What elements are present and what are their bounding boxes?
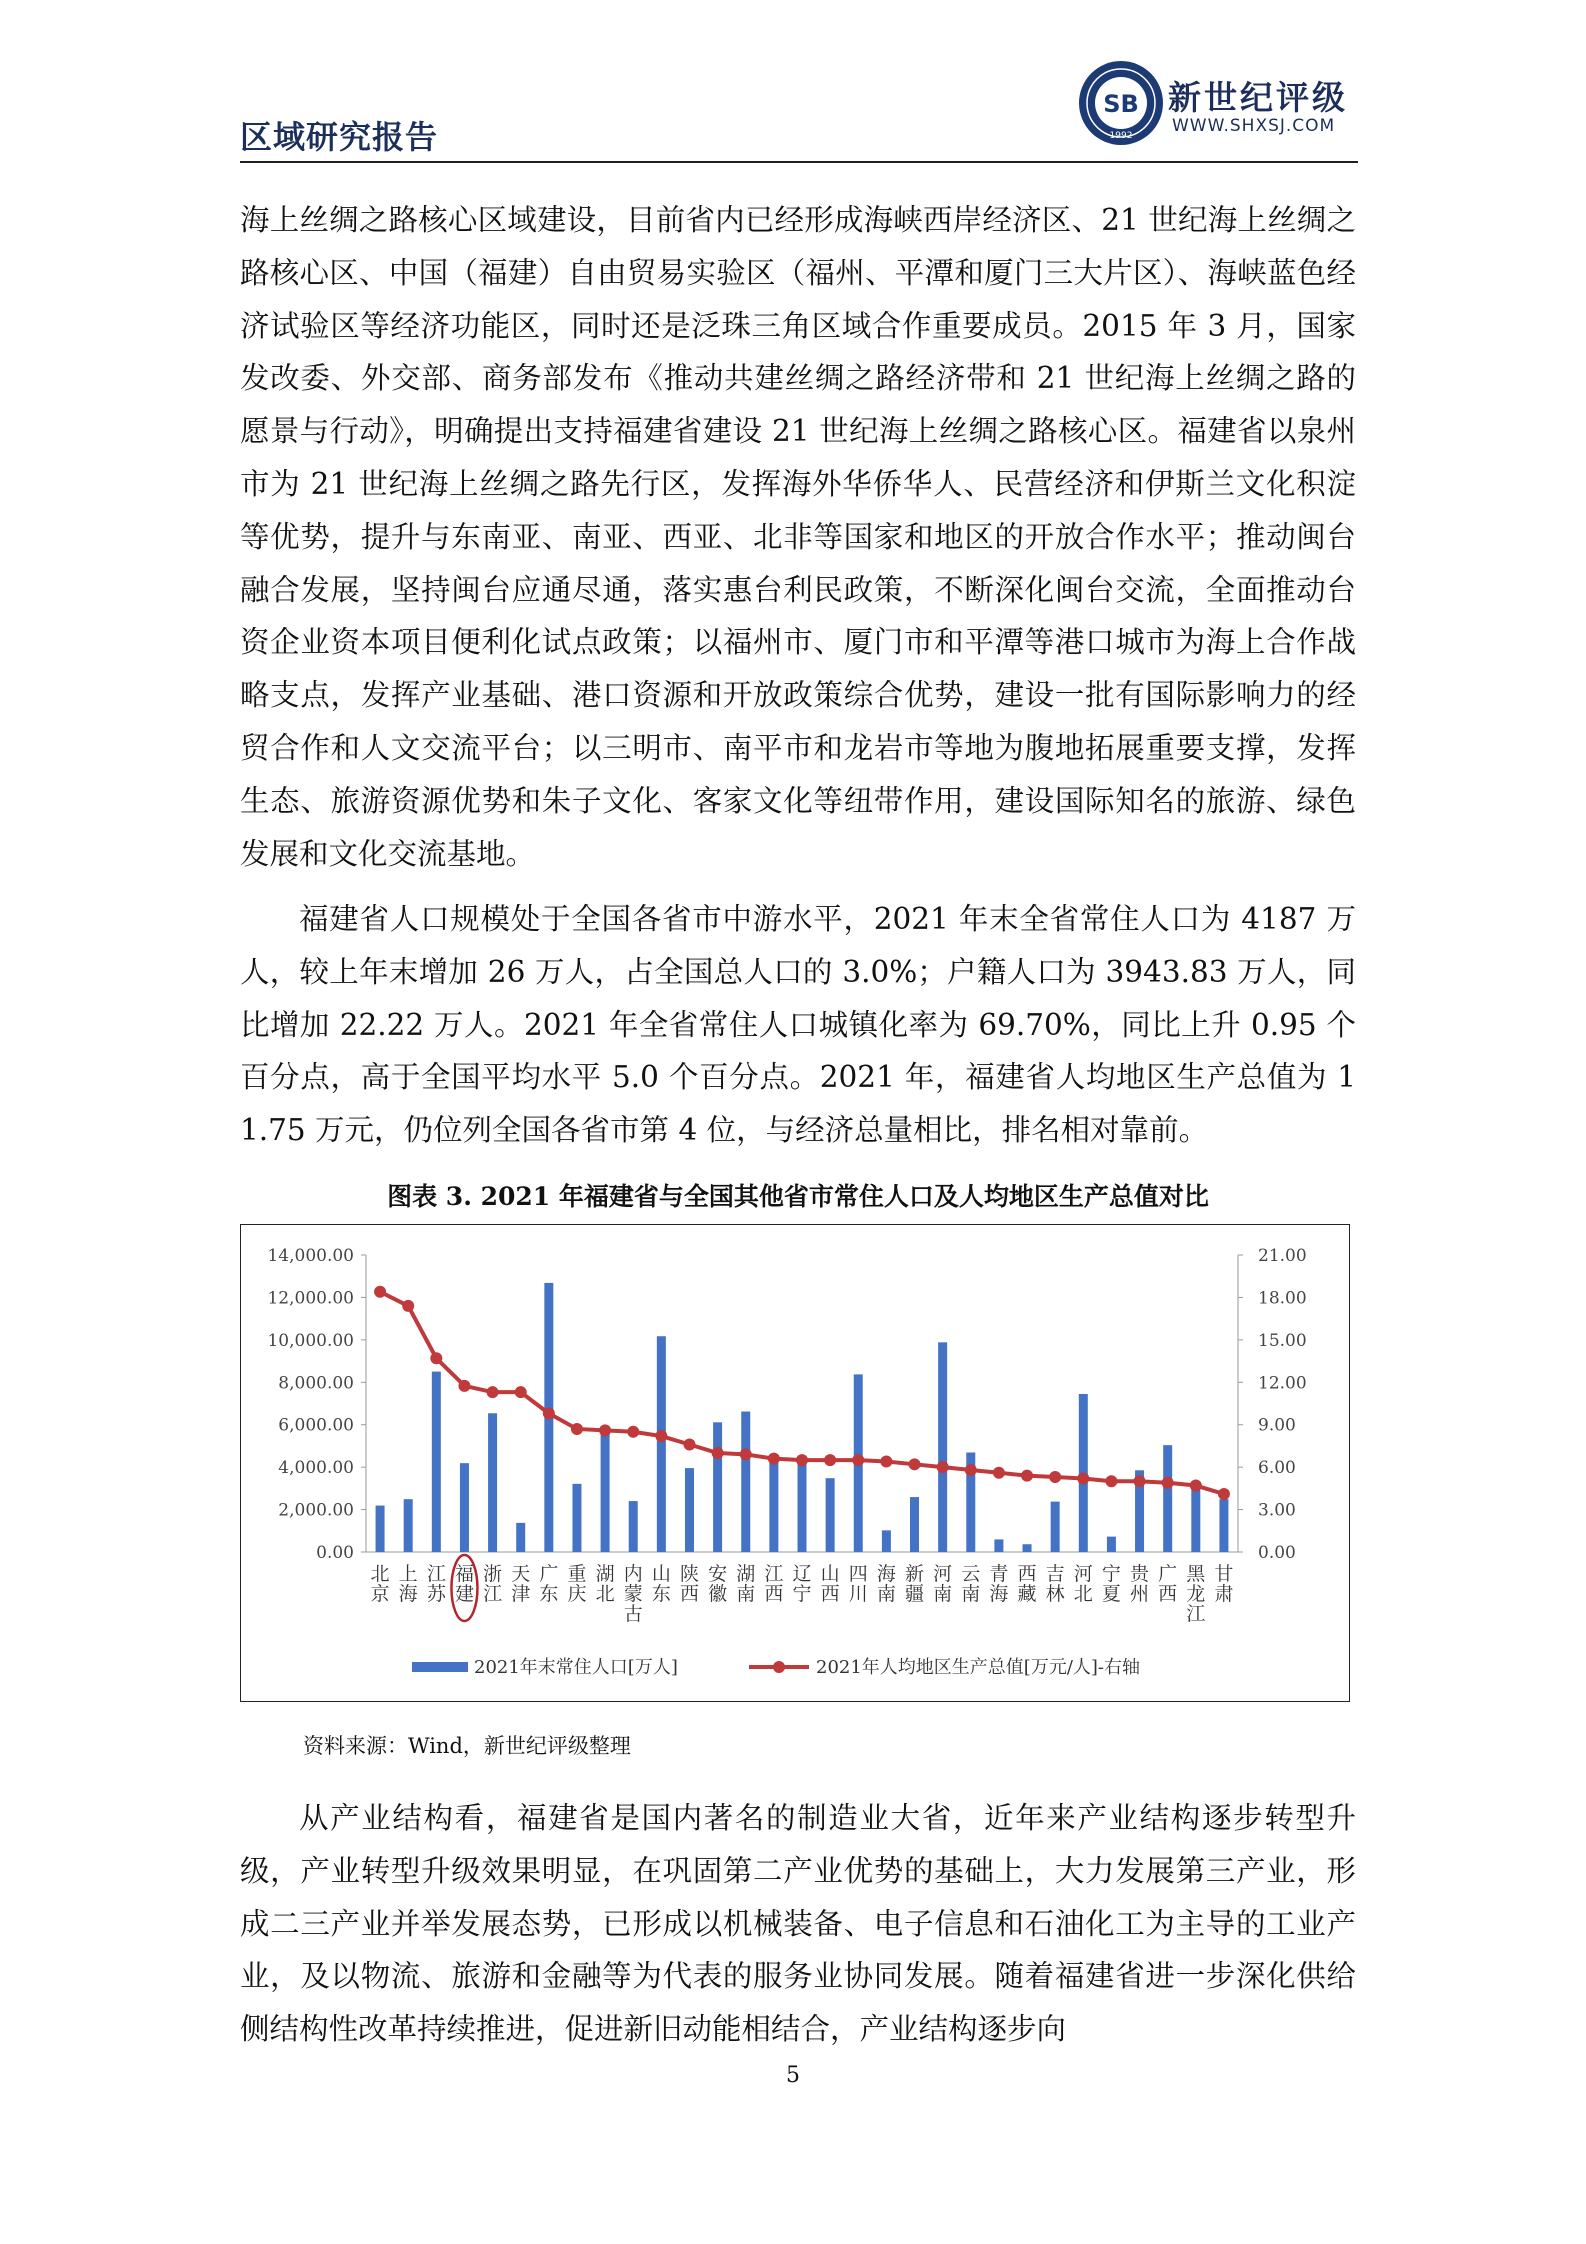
- population-bar: [882, 1530, 891, 1552]
- population-bar: [741, 1412, 750, 1552]
- category-tick-label: 宁夏: [1101, 1563, 1121, 1605]
- category-tick-label: 天津: [511, 1563, 531, 1605]
- gdp-per-capita-point: [993, 1467, 1005, 1479]
- gdp-per-capita-point: [1134, 1475, 1146, 1487]
- population-bar: [1219, 1499, 1228, 1552]
- population-bar: [994, 1539, 1003, 1552]
- gdp-per-capita-point: [571, 1423, 583, 1435]
- company-logo: [1076, 58, 1376, 154]
- gdp-per-capita-point: [402, 1300, 414, 1312]
- population-bar: [910, 1497, 919, 1552]
- category-tick-label: 江苏: [426, 1563, 446, 1605]
- figure-caption: 图表 3. 2021 年福建省与全国其他省市常住人口及人均地区生产总值对比: [387, 1182, 1209, 1211]
- right-axis-tick-label: 18.00: [1258, 1288, 1307, 1309]
- category-tick-label: 广西: [1158, 1563, 1178, 1605]
- gdp-per-capita-point: [515, 1386, 527, 1398]
- body-paragraph-2: 福建省人口规模处于全国各省市中游水平，2021 年末全省常住人口为 4187 万人，较上年末增加 26 万人，占全国总人口的 3.0%；户籍人口为 3943.83 万人，同比增加 22.22 万人。2021 年全省常住人口城镇化率为 69.70%，同比上升 0.95 个百分点，高于全国平均水平 5.0 个百分点。2021 年，福建省人均地区生产总值为 11.75 万元，仍位列全国各省市第 4 位，与经济总量相比，排名相对靠前。: [240, 902, 1356, 1148]
- legend-gdp-label: 2021年人均地区生产总值[万元/人]-右轴: [816, 1657, 1140, 1678]
- population-bar: [713, 1422, 722, 1552]
- gdp-per-capita-point: [374, 1286, 386, 1298]
- population-bar: [432, 1372, 441, 1552]
- category-tick-label: 山东: [651, 1563, 671, 1605]
- gdp-per-capita-point: [599, 1424, 611, 1436]
- body-paragraph-3: 从产业结构看，福建省是国内著名的制造业大省，近年来产业结构逐步转型升级，产业转型升级效果明显，在巩固第二产业优势的基础上，大力发展第三产业，形成二三产业并举发展态势，已形成以机械装备、电子信息和石油化工为主导的工业产业，及以物流、旅游和金融等为代表的服务业协同发展。随着福建省进一步深化供给侧结构性改革持续推进，促进新旧动能相结合，产业结构逐步向: [240, 1801, 1356, 2047]
- population-bar: [657, 1336, 666, 1552]
- gdp-per-capita-point: [965, 1464, 977, 1476]
- category-tick-label: 吉林: [1045, 1563, 1065, 1605]
- left-axis-tick-label: 12,000.00: [267, 1288, 354, 1309]
- population-bar: [404, 1499, 413, 1552]
- category-tick-label: 北京: [370, 1563, 390, 1605]
- legend-population-label: 2021年末常住人口[万人]: [474, 1657, 678, 1678]
- population-bar: [1107, 1537, 1116, 1552]
- category-tick-label: 海南: [876, 1563, 896, 1605]
- right-axis-tick-label: 9.00: [1258, 1415, 1296, 1436]
- population-bar: [516, 1523, 525, 1552]
- gdp-per-capita-point: [768, 1453, 780, 1465]
- right-axis-tick-label: 0.00: [1258, 1543, 1296, 1563]
- left-axis-tick-label: 2,000.00: [278, 1500, 354, 1521]
- left-axis-tick-label: 8,000.00: [278, 1373, 354, 1394]
- population-bar: [488, 1413, 497, 1552]
- gdp-per-capita-point: [1077, 1472, 1089, 1484]
- gdp-per-capita-point: [1190, 1480, 1202, 1492]
- left-axis-tick-label: 0.00: [316, 1543, 354, 1563]
- right-axis-tick-label: 21.00: [1258, 1246, 1307, 1266]
- category-tick-label: 浙江: [483, 1563, 503, 1605]
- category-tick-label: 湖北: [595, 1563, 615, 1605]
- gdp-per-capita-point: [683, 1439, 695, 1451]
- body-paragraph-1: 海上丝绸之路核心区域建设，目前省内已经形成海峡西岸经济区、21 世纪海上丝绸之路核心区、中国（福建）自由贸易实验区（福州、平潭和厦门三大片区）、海峡蓝色经济试验区等经济功能区，同时还是泛珠三角区域合作重要成员。2015 年 3 月，国家发改委、外交部、商务部发布《推动共建丝绸之路经济带和 21 世纪海上丝绸之路的愿景与行动》，明确提出支持福建省建设 21 世纪海上丝绸之路核心区。福建省以泉州市为 21 世纪海上丝绸之路先行区，发挥海外华侨华人、民营经济和伊斯兰文化积淀等优势，提升与东南亚、南亚、西亚、北非等国家和地区的开放合作水平；推动闽台融合发展，坚持闽台应通尽通，落实惠台利民政策，不断深化闽台交流，全面推动台资企业资本项目便利化试点政策；以福州市、厦门市和平潭等港口城市为海上合作战略支点，发挥产业基础、港口资源和开放政策综合优势，建设一批有国际影响力的经贸合作和人文交流平台；以三明市、南平市和龙岩市等地为腹地拓展重要支撑，发挥生态、旅游资源优势和朱子文化、客家文化等纽带作用，建设国际知名的旅游、绿色发展和文化交流基地。: [240, 203, 1356, 871]
- category-tick-label: 陕西: [679, 1563, 699, 1605]
- population-bar: [1163, 1445, 1172, 1552]
- figure-source: 资料来源：Wind，新世纪评级整理: [303, 1734, 631, 1758]
- population-bar: [1191, 1486, 1200, 1552]
- gdp-per-capita-point: [655, 1430, 667, 1442]
- report-section-title: 区域研究报告: [240, 118, 439, 156]
- left-axis-tick-label: 10,000.00: [267, 1330, 354, 1351]
- right-axis-tick-label: 12.00: [1258, 1373, 1307, 1394]
- category-tick-label: 甘肃: [1214, 1563, 1234, 1605]
- gdp-per-capita-point: [909, 1458, 921, 1470]
- category-tick-label: 贵州: [1130, 1563, 1150, 1605]
- population-gdp-chart: [241, 1225, 1349, 1701]
- page-number: 5: [786, 2063, 800, 2088]
- population-bar: [769, 1456, 778, 1552]
- left-axis-tick-label: 6,000.00: [278, 1415, 354, 1436]
- logo-emblem-icon: [1076, 58, 1166, 148]
- gdp-per-capita-point: [1049, 1471, 1061, 1483]
- gdp-per-capita-point: [712, 1447, 724, 1459]
- left-axis-tick-label: 14,000.00: [267, 1246, 354, 1266]
- category-tick-label: 福建: [454, 1563, 474, 1605]
- gdp-per-capita-point: [1105, 1475, 1117, 1487]
- gdp-per-capita-point: [796, 1454, 808, 1466]
- category-tick-label: 上海: [398, 1563, 418, 1605]
- gdp-per-capita-point: [430, 1352, 442, 1364]
- category-tick-label: 四川: [848, 1563, 868, 1605]
- category-tick-label: 云南: [961, 1563, 981, 1605]
- category-tick-label: 河北: [1073, 1563, 1093, 1605]
- category-tick-label: 内蒙古: [623, 1563, 643, 1625]
- population-bar: [685, 1468, 694, 1552]
- population-bar: [460, 1463, 469, 1552]
- gdp-per-capita-point: [1021, 1470, 1033, 1482]
- gdp-per-capita-point: [740, 1448, 752, 1460]
- logo-website-url: WWW.SHXSJ.COM: [1172, 116, 1336, 136]
- legend-line-marker: [773, 1661, 785, 1673]
- population-bar: [572, 1484, 581, 1552]
- logo-year-text: 1992: [1109, 131, 1133, 141]
- gdp-per-capita-point: [852, 1454, 864, 1466]
- gdp-per-capita-point: [937, 1461, 949, 1473]
- logo-company-name: 新世纪评级: [1168, 78, 1348, 117]
- population-bar: [826, 1478, 835, 1552]
- gdp-per-capita-point: [487, 1386, 499, 1398]
- population-bar: [798, 1462, 807, 1552]
- header-divider: [240, 161, 1358, 163]
- gdp-per-capita-point: [1162, 1477, 1174, 1489]
- category-tick-label: 新疆: [905, 1563, 925, 1605]
- gdp-per-capita-point: [1218, 1488, 1230, 1500]
- population-bar: [376, 1506, 385, 1552]
- category-tick-label: 广东: [539, 1563, 559, 1605]
- category-tick-label: 青海: [989, 1563, 1009, 1605]
- category-tick-label: 黑龙江: [1186, 1563, 1206, 1625]
- category-tick-label: 河南: [933, 1563, 953, 1605]
- category-tick-label: 重庆: [567, 1563, 587, 1605]
- category-tick-label: 江西: [764, 1563, 784, 1605]
- population-bar: [938, 1342, 947, 1552]
- population-bar: [629, 1501, 638, 1552]
- population-bar: [601, 1428, 610, 1552]
- gdp-per-capita-point: [824, 1454, 836, 1466]
- gdp-per-capita-point: [543, 1407, 555, 1419]
- right-axis-tick-label: 15.00: [1258, 1330, 1307, 1351]
- legend-bar-swatch: [412, 1662, 468, 1672]
- chart-container: [240, 1224, 1350, 1702]
- category-tick-label: 西藏: [1017, 1563, 1037, 1605]
- gdp-per-capita-point: [627, 1426, 639, 1438]
- category-tick-label: 安徽: [708, 1563, 728, 1605]
- category-tick-label: 湖南: [736, 1563, 756, 1605]
- left-axis-tick-label: 4,000.00: [278, 1458, 354, 1479]
- gdp-per-capita-point: [880, 1455, 892, 1467]
- gdp-per-capita-point: [458, 1380, 470, 1392]
- category-tick-label: 山西: [820, 1563, 840, 1605]
- logo-mark-text: SB: [1103, 90, 1139, 118]
- right-axis-tick-label: 6.00: [1258, 1458, 1296, 1479]
- population-bar: [1051, 1502, 1060, 1552]
- right-axis-tick-label: 3.00: [1258, 1500, 1296, 1521]
- population-bar: [1023, 1544, 1032, 1552]
- category-tick-label: 辽宁: [792, 1563, 812, 1605]
